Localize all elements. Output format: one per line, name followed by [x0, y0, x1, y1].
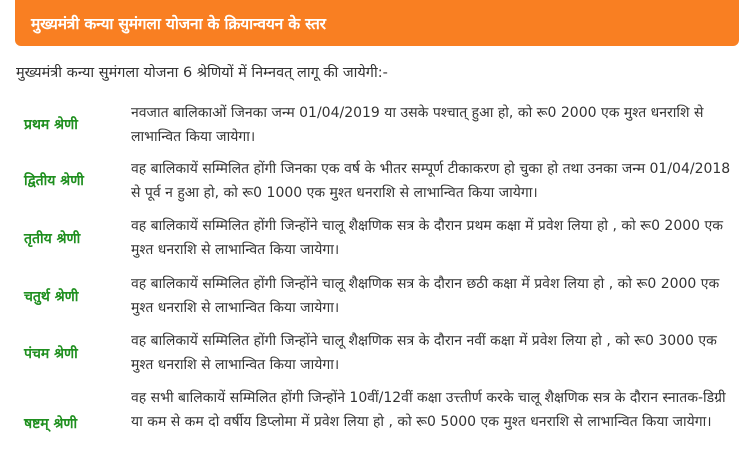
category-description-1: नवजात बालिकाओं जिनका जन्म 01/04/2019 या उसके पश्चात् हुआ हो, को रू0 2000 एक मुश्त धनराशि से लाभान्वित किया जायेगा।	[131, 105, 704, 145]
category-description-2: वह बालिकायें सम्मिलित होंगी जिनका एक वर्ष के भीतर सम्पूर्ण टीकाकरण हो चुका हो तथा उनका जन्म 01/04/2018 से पूर्व न हुआ हो, को रू0 1000 एक मुश्त धनराशि से लाभान्वित किया जायेगा।	[131, 161, 731, 201]
intro-text: मुख्यमंत्री कन्या सुमंगला योजना 6 श्रेणियों में निम्नवत् लागू की जायेगी:-	[16, 65, 388, 81]
section-title: मुख्यमंत्री कन्या सुमंगला योजना के क्रियान्वयन के स्तर	[31, 15, 326, 33]
category-description-6: वह सभी बालिकायें सम्मिलित होंगी जिन्होंने 10वीं/12वीं कक्षा उत्त्तीर्ण करके चालू शैक्षणिक सत्र के दौरान स्नातक-डिग्री या कम से कम दो वर्षीय डिप्लोमा में प्रवेश लिया हो , को रू0 5000 एक मुश्त धनराशि से लाभान्वित किया जायेगा।	[131, 390, 726, 430]
category-description-4: वह बालिकायें सम्मिलित होंगी जिन्होंने चालू शैक्षणिक सत्र के दौरान छठी कक्षा में प्रवेश लिया हो , को रू0 2000 एक मुश्त धनराशि से लाभान्वित किया जायेगा।	[131, 276, 720, 316]
category-description-3: वह बालिकायें सम्मिलित होंगी जिन्होंने चालू शैक्षणिक सत्र के दौरान प्रथम कक्षा में प्रवेश लिया हो , को रू0 2000 एक मुश्त धनराशि से लाभान्वित किया जायेगा।	[131, 218, 723, 258]
category-label-2: द्वितीय श्रेणी	[24, 173, 84, 189]
category-description-5: वह बालिकायें सम्मिलित होंगी जिन्होंने चालू शैक्षणिक सत्र के दौरान नवीं कक्षा में प्रवेश लिया हो , को रू0 3000 एक मुश्त धनराशि से लाभान्वित किया जायेगा।	[131, 333, 717, 373]
category-label-5: पंचम श्रेणी	[24, 346, 78, 362]
category-label-1: प्रथम श्रेणी	[24, 117, 78, 133]
section-header	[15, 0, 739, 46]
category-label-4: चतुर्थ श्रेणी	[24, 289, 79, 305]
category-label-6: षष्टम् श्रेणी	[24, 416, 78, 432]
category-label-3: तृतीय श्रेणी	[24, 231, 81, 247]
